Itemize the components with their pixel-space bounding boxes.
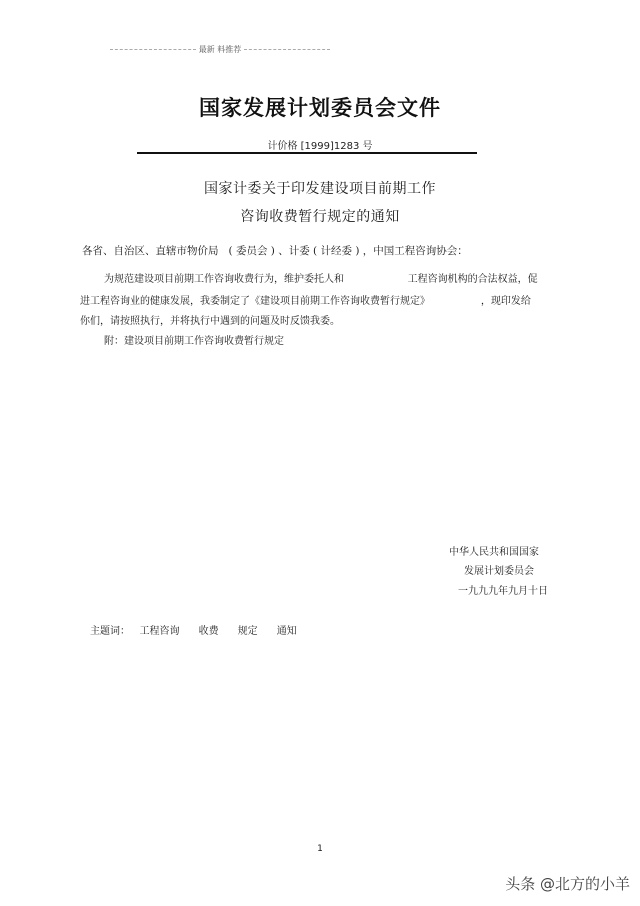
top-note [110,44,330,55]
body-line-2: 进工程咨询业的健康发展，我委制定了《建设项目前期工作咨询收费暂行规定》 ，现印发给 [80,296,531,307]
header-rule [137,152,477,154]
signature-org-line-1: 中华人民共和国国家 [449,547,539,558]
dashed-line-right [244,49,330,50]
addressee: 各省、自治区、直辖市物价局 ( 委员会 ) 、计委 ( 计经委 ) ，中国工程咨询协会： [82,245,468,257]
signature-date: 一九九九年九月十日 [458,586,548,597]
attachment-line: 附：建设项目前期工作咨询收费暂行规定 [104,336,284,347]
notice-title-line-1: 国家计委关于印发建设项目前期工作 [204,181,436,197]
top-note-text: 最新 料推荐 [198,45,242,54]
page-number: 1 [317,844,323,854]
body-line-3: 你们，请按照执行，并将执行中遇到的问题及时反馈我委。 [80,316,340,327]
document-header: 国家发展计划委员会文件 [199,96,441,120]
subject-keywords: 主题词： 工程咨询 收费 规定 通知 [90,626,297,637]
document-number: 计价格 [1999]1283 号 [267,141,373,152]
dashed-line-left [110,49,196,50]
signature-org-line-2: 发展计划委员会 [464,566,534,577]
body-line-1: 为规范建设项目前期工作咨询收费行为，维护委托人和 工程咨询机构的合法权益，促 [104,274,538,285]
notice-title-line-2: 咨询收费暂行规定的通知 [240,209,400,225]
watermark: 头条 @北方的小羊 [505,875,630,893]
